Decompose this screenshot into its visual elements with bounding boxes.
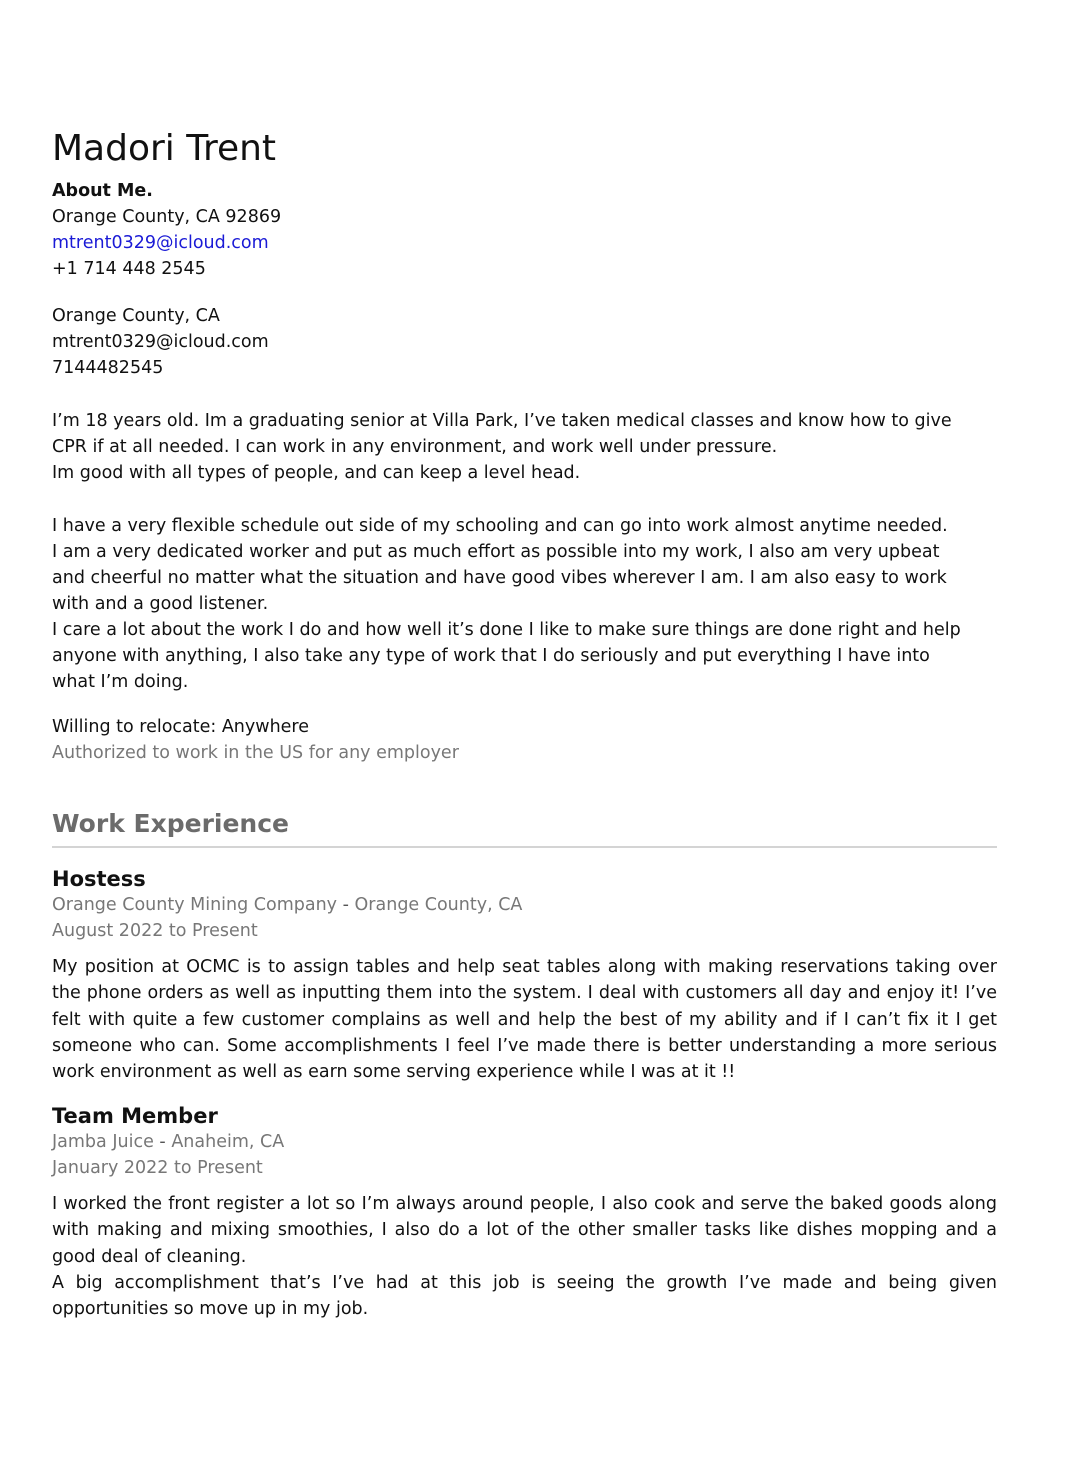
job-company-location: [52, 892, 997, 918]
summary-line: I have a very flexible schedule out side of my schooling and can go into work almost anytime needed.: [52, 516, 948, 536]
relocate-text: Willing to relocate: Anywhere: [52, 717, 310, 737]
summary-line: I’m 18 years old. Im a graduating senior at Villa Park, I’ve taken medical classes and know how to give: [52, 411, 952, 431]
job-description: [52, 954, 997, 1085]
job-company-location: [52, 1129, 997, 1155]
summary-line: what I’m doing.: [52, 672, 189, 692]
summary-paragraph-1: [52, 408, 997, 486]
job-description-text: I worked the front register a lot so I’m always around people, I also cook and serve the baked goods along with making and mixing smoothies, I also do a lot of the other smaller tasks like dishes mopping and a good deal of cleaning.: [52, 1194, 997, 1267]
job-title: Team Member: [52, 1104, 218, 1128]
job-description-text: My position at OCMC is to assign tables and help seat tables along with making reservations taking over the phone orders as well as inputting them into the system. I deal with customers all day and enjoy it! I’ve felt with quite a few customer complains as well and help the best of my ability and if I can’t fix it I get someone who can. Some accomplishments I feel I’ve made there is better understanding a more serious work environment as well as earn some serving experience while I was at it !!: [52, 957, 997, 1083]
email-link[interactable]: mtrent0329@icloud.com: [52, 233, 269, 253]
summary-line: I care a lot about the work I do and how well it’s done I like to make sure things are done right and help: [52, 620, 961, 640]
alt-email: mtrent0329@icloud.com: [52, 332, 269, 352]
summary-line: anyone with anything, I also take any type of work that I do seriously and put everything I have into: [52, 646, 930, 666]
job-title: Hostess: [52, 867, 146, 891]
job-company: Orange County Mining Company: [52, 895, 338, 915]
section-title: Work Experience: [52, 809, 289, 838]
authorized-text: Authorized to work in the US for any employer: [52, 743, 459, 763]
about-phone: +1 714 448 2545: [52, 259, 206, 279]
summary-line: I am a very dedicated worker and put as much effort as possible into my work, I also am very upbeat: [52, 542, 940, 562]
summary-line: with and a good listener.: [52, 594, 269, 614]
summary-line: Im good with all types of people, and can keep a level head.: [52, 463, 581, 483]
candidate-name: Madori Trent: [52, 128, 277, 169]
work-experience-header: [52, 808, 997, 840]
summary-paragraph-2: [52, 513, 997, 695]
about-me-section: [52, 178, 997, 282]
summary-line: and cheerful no matter what the situation and have good vibes wherever I am. I am also easy to work: [52, 568, 947, 588]
summary-line: CPR if at all needed. I can work in any environment, and work well under pressure.: [52, 437, 778, 457]
job-dates: January 2022 to Present: [52, 1158, 263, 1178]
job-entry: [52, 1103, 997, 1181]
alt-contact-section: [52, 303, 997, 381]
alt-phone: 7144482545: [52, 358, 164, 378]
job-location: Orange County, CA: [354, 895, 523, 915]
job-entry: [52, 866, 997, 944]
alt-location: Orange County, CA: [52, 306, 220, 326]
separator: -: [159, 1132, 166, 1152]
job-company: Jamba Juice: [52, 1132, 154, 1152]
about-heading: About Me.: [52, 181, 153, 201]
work-eligibility: [52, 714, 997, 766]
job-description: [52, 1191, 997, 1322]
job-description-text: A big accomplishment that’s I’ve had at this job is seeing the growth I’ve made and being given opportunities so move up in my job.: [52, 1272, 997, 1320]
job-location: Anaheim, CA: [171, 1132, 285, 1152]
job-dates: August 2022 to Present: [52, 921, 258, 941]
separator: -: [342, 895, 349, 915]
section-divider: [52, 846, 997, 848]
about-location: Orange County, CA 92869: [52, 207, 282, 227]
